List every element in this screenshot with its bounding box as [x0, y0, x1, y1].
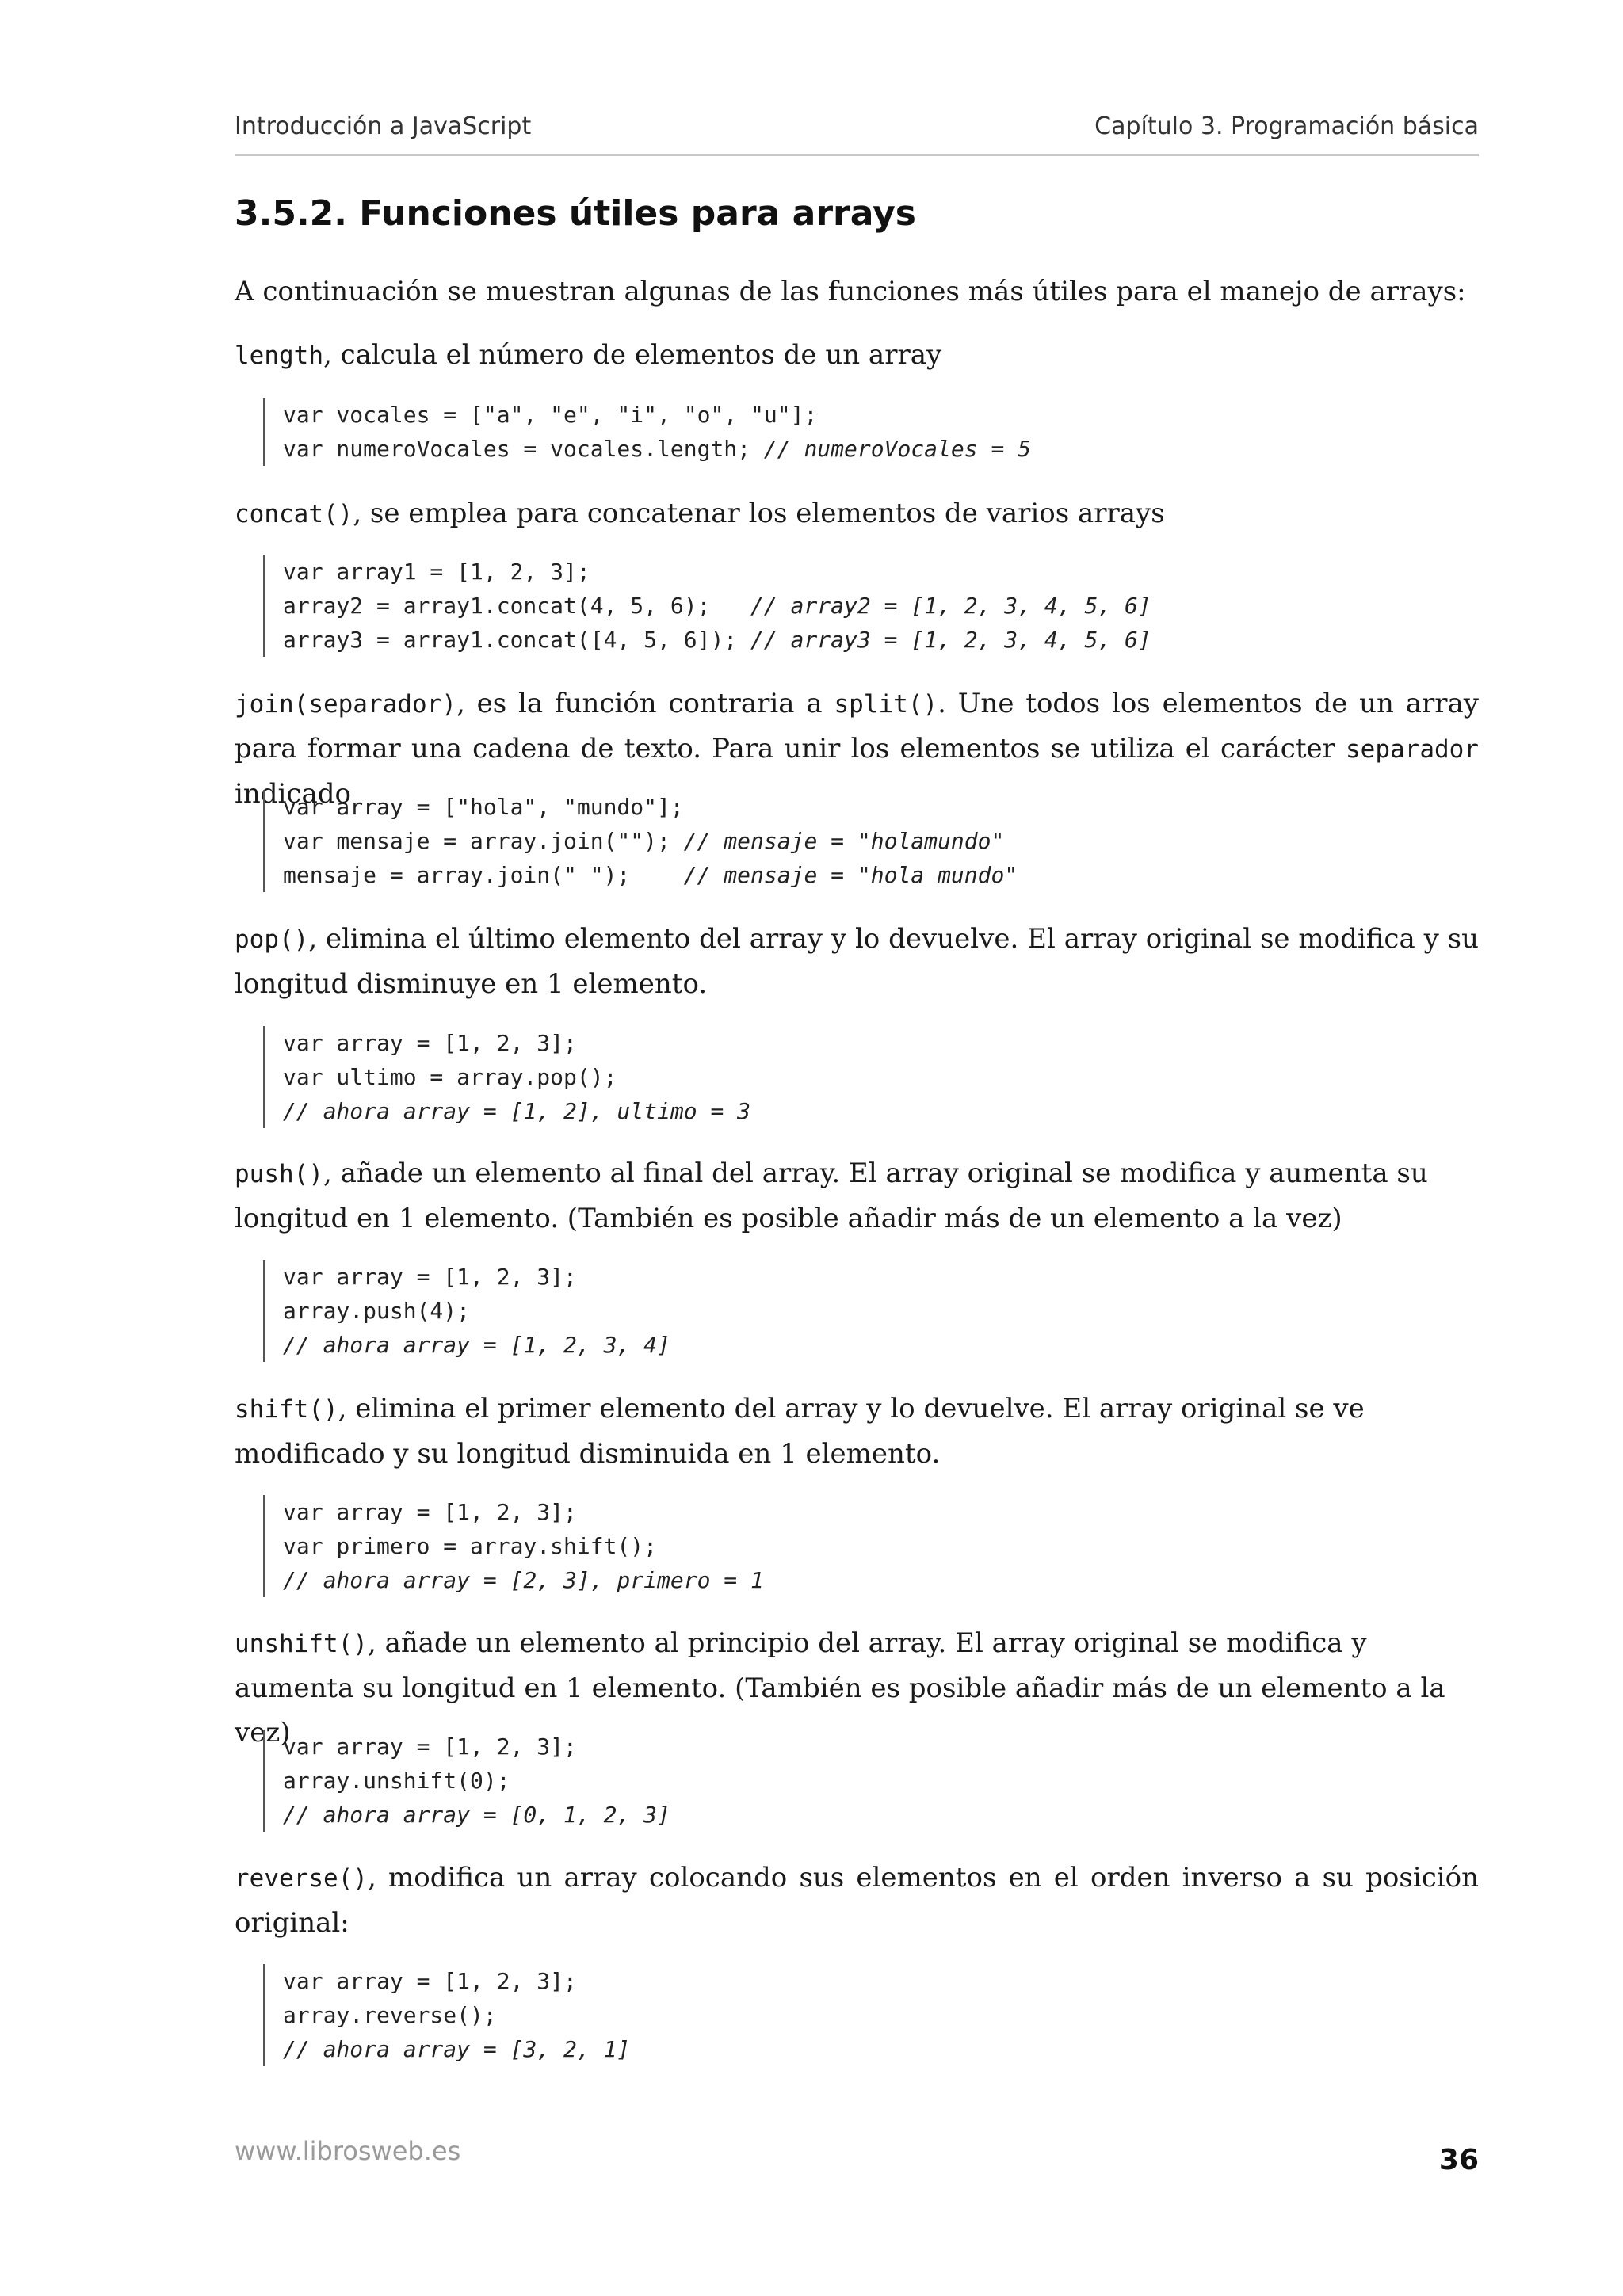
code-line [283, 1998, 630, 2032]
join-example [263, 790, 1018, 892]
code-line [283, 1798, 670, 1832]
reverse-example [263, 1964, 630, 2066]
code-line [283, 1495, 764, 1529]
concat-example [263, 555, 1151, 657]
code-line [283, 1764, 670, 1798]
code-comment: // mensaje = "hola mundo" [683, 862, 1018, 888]
code-text: array.unshift(0); [283, 1768, 510, 1794]
code-line [283, 858, 1018, 892]
code-line [283, 1730, 670, 1764]
code-comment: // ahora array = [0, 1, 2, 3] [283, 1802, 670, 1828]
reverse-text: , modifica un array colocando sus elementos en el orden inverso a su posición original: [235, 1862, 1479, 1939]
code-comment: // ahora array = [1, 2, 3, 4] [283, 1332, 670, 1358]
join-text-b: . Une todos los elementos de un array para formar una cadena de texto. Para unir los elementos se utiliza el carácter [235, 688, 1479, 765]
pop-code: pop() [235, 925, 309, 954]
code-line [283, 589, 1151, 623]
code-line [283, 555, 1151, 589]
code-comment: // mensaje = "holamundo" [683, 828, 1005, 854]
concat-description [235, 491, 1479, 536]
push-example [263, 1260, 670, 1362]
code-comment: // ahora array = [2, 3], primero = 1 [283, 1567, 764, 1593]
join-text-c: indicado [235, 778, 351, 810]
page-header [235, 109, 1479, 156]
pop-description [235, 917, 1479, 1006]
code-comment: // numeroVocales = 5 [763, 436, 1032, 462]
separador-code: separador [1346, 735, 1479, 764]
code-text: var mensaje = array.join(""); [283, 828, 684, 854]
shift-example [263, 1495, 764, 1597]
code-line [283, 623, 1151, 657]
code-text: var array = [1, 2, 3]; [283, 1499, 577, 1525]
join-text-a: , es la función contraria a [456, 688, 834, 719]
header-book-title: Introducción a JavaScript [235, 113, 532, 140]
code-line [283, 1260, 670, 1294]
join-code: join(separador) [235, 690, 456, 719]
code-text: var array = [1, 2, 3]; [283, 1264, 577, 1290]
unshift-code: unshift() [235, 1630, 368, 1658]
pop-example [263, 1026, 750, 1128]
reverse-code: reverse() [235, 1864, 368, 1893]
code-text: var array = [1, 2, 3]; [283, 1733, 577, 1760]
shift-description [235, 1386, 1479, 1476]
code-line [283, 824, 1018, 858]
shift-text: , elimina el primer elemento del array y lo devuelve. El array original se ve modificado y su longitud disminuida en 1 elemento. [235, 1393, 1365, 1470]
length-description [235, 333, 1479, 378]
code-text: var vocales = ["a", "e", "i", "o", "u"]; [283, 402, 818, 428]
reverse-description [235, 1855, 1479, 1945]
split-code: split() [834, 690, 938, 719]
push-text: , añade un elemento al final del array. El array original se modifica y aumenta su longitud en 1 elemento. (También es posible añadir más de un elemento a la vez) [235, 1158, 1428, 1234]
code-text: var array1 = [1, 2, 3]; [283, 559, 590, 585]
code-line [283, 1094, 750, 1128]
code-comment: // array2 = [1, 2, 3, 4, 5, 6] [750, 593, 1151, 619]
code-line [283, 432, 1031, 466]
section-title: 3.5.2. Funciones útiles para arrays [235, 193, 916, 234]
code-line [283, 1964, 630, 1998]
header-chapter-title: Capítulo 3. Programación básica [1094, 113, 1479, 140]
page-number: 36 [1438, 2144, 1479, 2176]
code-text: array.push(4); [283, 1298, 471, 1324]
code-line [283, 1294, 670, 1328]
code-text: array3 = array1.concat([4, 5, 6]); [283, 627, 751, 653]
code-text: var array = [1, 2, 3]; [283, 1968, 577, 1994]
code-line [283, 1529, 764, 1563]
code-line [283, 1328, 670, 1362]
code-line [283, 790, 1018, 824]
code-line [283, 1060, 750, 1094]
code-text: var numeroVocales = vocales.length; [283, 436, 764, 462]
pop-text: , elimina el último elemento del array y lo devuelve. El array original se modifica y su longitud disminuye en 1 elemento. [235, 923, 1479, 1000]
unshift-text: , añade un elemento al principio del array. El array original se modifica y aumenta su longitud en 1 elemento. (También es posible añadir más de un elemento a la vez) [235, 1627, 1445, 1749]
unshift-example [263, 1730, 670, 1832]
code-text: array2 = array1.concat(4, 5, 6); [283, 593, 751, 619]
code-text: array.reverse(); [283, 2002, 497, 2028]
length-code: length [235, 341, 323, 370]
code-text: var array = [1, 2, 3]; [283, 1030, 577, 1056]
code-text: mensaje = array.join(" "); [283, 862, 684, 888]
code-comment: // ahora array = [1, 2], ultimo = 3 [283, 1098, 751, 1124]
shift-code: shift() [235, 1395, 338, 1424]
code-line [283, 2032, 630, 2066]
code-text: var primero = array.shift(); [283, 1533, 658, 1559]
push-description [235, 1151, 1479, 1241]
code-line [283, 398, 1031, 432]
push-code: push() [235, 1160, 323, 1188]
length-text: , calcula el número de elementos de un array [323, 339, 942, 371]
code-line [283, 1563, 764, 1597]
code-text: var array = ["hola", "mundo"]; [283, 794, 684, 820]
code-comment: // ahora array = [3, 2, 1] [283, 2036, 631, 2062]
code-comment: // array3 = [1, 2, 3, 4, 5, 6] [750, 627, 1151, 653]
intro-paragraph: A continuación se muestran algunas de las funciones más útiles para el manejo de arrays: [235, 276, 1466, 307]
concat-code: concat() [235, 500, 353, 528]
code-line [283, 1026, 750, 1060]
code-text: var ultimo = array.pop(); [283, 1064, 617, 1090]
footer-website-link[interactable]: www.librosweb.es [235, 2136, 461, 2166]
concat-text: , se emplea para concatenar los elementos de varios arrays [353, 498, 1165, 529]
length-example [263, 398, 1031, 466]
